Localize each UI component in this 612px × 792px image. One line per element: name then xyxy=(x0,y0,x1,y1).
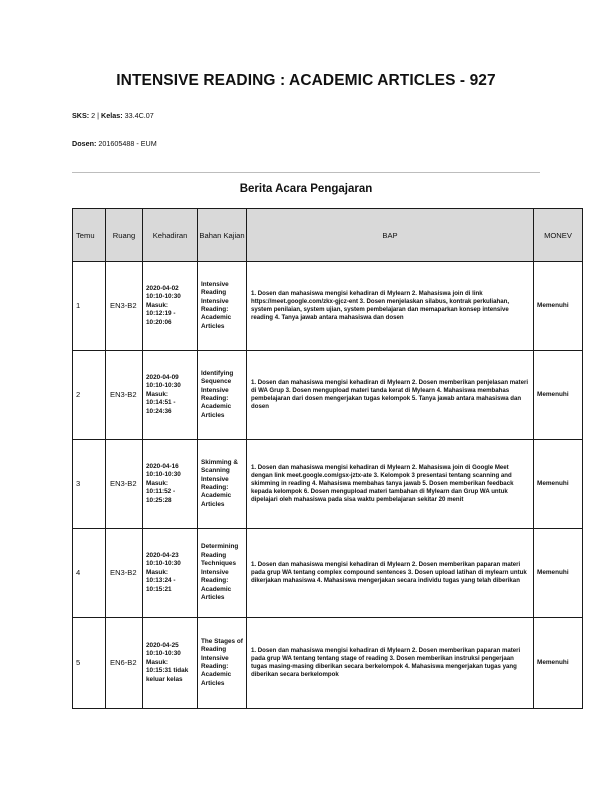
cell-ruang: EN3-B2 xyxy=(106,262,143,351)
cell-kehadiran: 2020-04-09 10:10-10:30 Masuk: 10:14:51 - 10:24:36 xyxy=(143,351,198,440)
cell-bahan-kajian: Identifying Sequence Intensive Reading: Academic Articles xyxy=(198,351,247,440)
table-row xyxy=(73,262,583,351)
cell-bahan-kajian: Skimming & Scanning Intensive Reading: Academic Articles xyxy=(198,440,247,529)
cell-ruang: EN3-B2 xyxy=(106,440,143,529)
sks-label: SKS: xyxy=(72,111,90,120)
cell-kehadiran: 2020-04-23 10:10-10:30 Masuk: 10:13:24 - 10:15:21 xyxy=(143,529,198,618)
course-meta-sks-kelas xyxy=(72,111,154,120)
header-kehadiran: Kehadiran xyxy=(143,209,198,262)
header-temu: Temu xyxy=(73,209,106,262)
dosen-value: 201605488 - EUM xyxy=(96,139,157,148)
cell-temu: 5 xyxy=(73,618,106,709)
dosen-label: Dosen: xyxy=(72,139,97,148)
cell-bap: 1. Dosen dan mahasiswa mengisi kehadiran di Mylearn 2. Mahasiswa join di link https://meet.google.com/zkx-gjcz-ent 3. Dosen menjelaskan silabus, kontrak perkuliahan, system penilaian, system ujian, system pembelajaran dan memaparkan konsep intensive reading 4. Tanya jawab antara mahasiswa dan dosen xyxy=(247,262,534,351)
cell-kehadiran: 2020-04-16 10:10-10:30 Masuk: 10:11:52 - 10:25:28 xyxy=(143,440,198,529)
cell-ruang: EN6-B2 xyxy=(106,618,143,709)
kelas-value: 33.4C.07 xyxy=(122,111,154,120)
cell-monev: Memenuhi xyxy=(534,529,583,618)
table-row xyxy=(73,529,583,618)
kelas-label: Kelas: xyxy=(101,111,123,120)
table-header-row xyxy=(73,209,583,262)
cell-temu: 4 xyxy=(73,529,106,618)
header-bap: BAP xyxy=(247,209,534,262)
course-meta-dosen xyxy=(72,139,157,148)
table-row xyxy=(73,618,583,709)
cell-bahan-kajian: Intensive Reading Intensive Reading: Academic Articles xyxy=(198,262,247,351)
cell-temu: 3 xyxy=(73,440,106,529)
cell-temu: 1 xyxy=(73,262,106,351)
cell-kehadiran: 2020-04-25 10:10-10:30 Masuk: 10:15:31 tidak keluar kelas xyxy=(143,618,198,709)
cell-bap: 1. Dosen dan mahasiswa mengisi kehadiran di Mylearn 2. Dosen memberikan penjelasan materi di WA Grup 3. Dosen mengupload materi tanda kerat di Mylearn 4. Mahasiswa membahas pembelajaran dari dosen mengerjakan tugas kelompok 5. Tanya jawab antara mahasiswa dan dosen xyxy=(247,351,534,440)
cell-kehadiran: 2020-04-02 10:10-10:30 Masuk: 10:12:19 - 10:20:06 xyxy=(143,262,198,351)
cell-bap: 1. Dosen dan mahasiswa mengisi kehadiran di Mylearn 2. Dosen memberikan paparan materi pada grup WA tentang complex compound sentences 3. Dosen upload latihan di mylearn untuk dikerjakan mahasiswa 4. Mahasiswa mengerjakan secara individu tugas yang telah diberikan xyxy=(247,529,534,618)
table-row xyxy=(73,440,583,529)
attendance-table xyxy=(72,208,583,709)
cell-monev: Memenuhi xyxy=(534,262,583,351)
cell-monev: Memenuhi xyxy=(534,618,583,709)
cell-bap: 1. Dosen dan mahasiswa mengisi kehadiran di Mylearn 2. Mahasiswa join di Google Meet dengan link meet.google.com/gsx-jztx-ate 3. Kelompok 3 presentasi tentang scanning and skimming in reading 4. Mahasiswa membahas tanya jawab 5. Dosen memberikan feedback kepada kelompok 6. Dosen mengupload materi tambahan di Mylearn dan Grup WA untuk dipelajari oleh mahasiswa pada sisa waktu pembelajaran sekitar 20 menit xyxy=(247,440,534,529)
divider xyxy=(72,172,540,173)
header-monev: MONEV xyxy=(534,209,583,262)
header-bahan-kajian: Bahan Kajian xyxy=(198,209,247,262)
cell-ruang: EN3-B2 xyxy=(106,529,143,618)
table-row xyxy=(73,351,583,440)
cell-monev: Memenuhi xyxy=(534,440,583,529)
cell-bahan-kajian: Determining Reading Techniques Intensive Reading: Academic Articles xyxy=(198,529,247,618)
sks-value: 2 | xyxy=(89,111,102,120)
cell-bap: 1. Dosen dan mahasiswa mengisi kehadiran di Mylearn 2. Dosen memberikan paparan materi pada grup WA tentang tentang stage of reading 3. Dosen memberikan instruksi pengerjaan tugas masing-masing diberikan secara berkelompok 4. Mahasiswa mengerjakan tugas yang diberikan secara berkelompok xyxy=(247,618,534,709)
cell-bahan-kajian: The Stages of Reading Intensive Reading: Academic Articles xyxy=(198,618,247,709)
section-title: Berita Acara Pengajaran xyxy=(239,183,373,195)
cell-monev: Memenuhi xyxy=(534,351,583,440)
cell-temu: 2 xyxy=(73,351,106,440)
cell-ruang: EN3-B2 xyxy=(106,351,143,440)
course-title: INTENSIVE READING : ACADEMIC ARTICLES - 927 xyxy=(116,72,496,89)
header-ruang: Ruang xyxy=(106,209,143,262)
